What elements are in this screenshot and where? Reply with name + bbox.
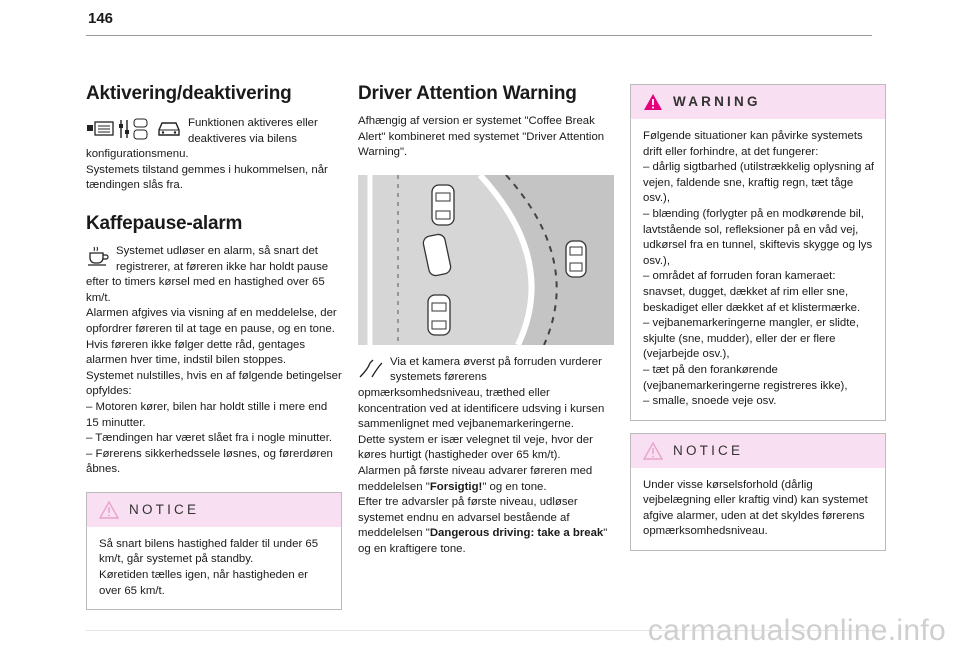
notice-label: NOTICE <box>129 502 200 518</box>
column-1 <box>86 76 342 610</box>
notice-box-standby <box>86 492 342 610</box>
section-title-driver-attention: Driver Attention Warning <box>358 83 577 104</box>
warning-triangle-icon <box>643 442 663 460</box>
warning-box <box>630 84 886 421</box>
message-dangerous-driving: Dangerous driving: take a break <box>429 527 604 540</box>
warning-label: WARNING <box>673 94 761 110</box>
menu-icons <box>86 118 182 140</box>
camera-icon-wrap <box>358 357 384 379</box>
screen-menu-icon <box>86 121 114 137</box>
warning-text: Følgende situationer kan påvirke systemets drift eller forhindre, at det fungerer: – dårlig sigtbarhed (utilstrækkelig oplysning af vejen, faldende sne, kraftig regn, tæt tåge osv.), – blænding (forlygter på en modkørende bil, lavtstående sol, refleksioner på en våd vej, udkørsel fra en tunnel, skiftevis skygge og lys osv.), – området af forruden foran kameraet: snavset, dugget, dækket af rim eller sne, beskadiget eller dækket af et klistermærke. – vejbanemarkeringerne mangler, er slidte, skjulte (sne, mudder), eller der er flere (vejarbejde osv.), – tæt på den forankørende (vejbanemarkeringerne registreres ikke), – smalle, snoede veje osv. <box>643 130 875 408</box>
watermark: carmanualsonline.info <box>647 614 946 647</box>
driver-attention-text-a: Via et kamera øverst på forruden vurderer systemets førerens opmærksomhedsniveau, træthed eller koncentration ved at identificere udsving i kursen sammenlignet med vejbanemarkeringerne. Dette system er især velegnet til veje, hvor der køres hurtigt (hastigheder over 65 km/t). Alarmen på første niveau advarer føreren med meddelelsen " <box>358 355 605 493</box>
notice-box-conditions <box>630 433 886 551</box>
activation-text: Funktionen aktiveres eller deaktiveres via bilens konfigurationsmenu. Systemets tilstand gemmes i hukommelsen, når tændingen slås fra. <box>86 117 328 192</box>
coffee-cup-icon-wrap <box>86 246 110 266</box>
notice-label: NOTICE <box>673 442 744 458</box>
car-icon <box>156 120 182 138</box>
notice-header <box>87 493 341 527</box>
settings-sliders-icon <box>118 118 152 140</box>
windscreen-camera-icon <box>358 357 384 379</box>
driver-attention-text-c: " og en kraftigere tone. <box>358 527 608 555</box>
driver-attention-intro: Afhængig af version er systemet "Coffee Break Alert" kombineret med systemet "Driver Attention Warning". <box>358 115 605 159</box>
notice-text: Under visse kørselsforhold (dårlig vejbelægning eller kraftig vind) kan systemet afgive alarmer, uden at det skyldes førerens opmærksomhedsniveau. <box>643 478 868 538</box>
page-number: 146 <box>88 10 114 27</box>
notice-text: Så snart bilens hastighed falder til under 65 km/t, går systemet på standby. Køretiden tælles igen, når hastigheden er over 65 km/t. <box>99 537 319 597</box>
warning-header <box>631 85 885 119</box>
notice-header <box>631 434 885 468</box>
warning-triangle-icon <box>643 93 663 111</box>
section-title-activation: Aktivering/deaktivering <box>86 83 292 104</box>
warning-triangle-icon <box>99 501 119 519</box>
driver-attention-text <box>358 355 614 558</box>
coffee-break-text: Systemet udløser en alarm, så snart det registrerer, at føreren ikke har holdt pause efter to timers kørsel med en hastighed over 65 km/t. Alarmen afgives via visning af en meddelelse, der opfordrer føreren til at tage en pause, og en tone. Hvis føreren ikke følger dette råd, gentages alarmen hver time, indstil bilen stoppes. Systemet nulstilles, hvis en af følgende betingelser opfyldes: – Motoren kører, bilen har holdt stille i mere end 15 minutter. – Tændingen har været slået fra i nogle minutter. – Førerens sikkerhedssele løsnes, og førerdøren åbnes. <box>86 244 342 476</box>
lane-drift-illustration <box>358 175 614 345</box>
section-title-coffee-break: Kaffepause-alarm <box>86 212 243 234</box>
message-caution: Forsigtig! <box>429 480 483 493</box>
driver-attention-text-b: " og en tone. Efter tre advarsler på første niveau, udløser systemet endnu en advarsel bestående af meddelelsen " <box>358 480 578 540</box>
column-2 <box>358 76 614 558</box>
header-rule <box>86 35 872 36</box>
column-3 <box>630 84 886 551</box>
road-diagram <box>358 175 614 345</box>
coffee-cup-icon <box>86 246 110 266</box>
